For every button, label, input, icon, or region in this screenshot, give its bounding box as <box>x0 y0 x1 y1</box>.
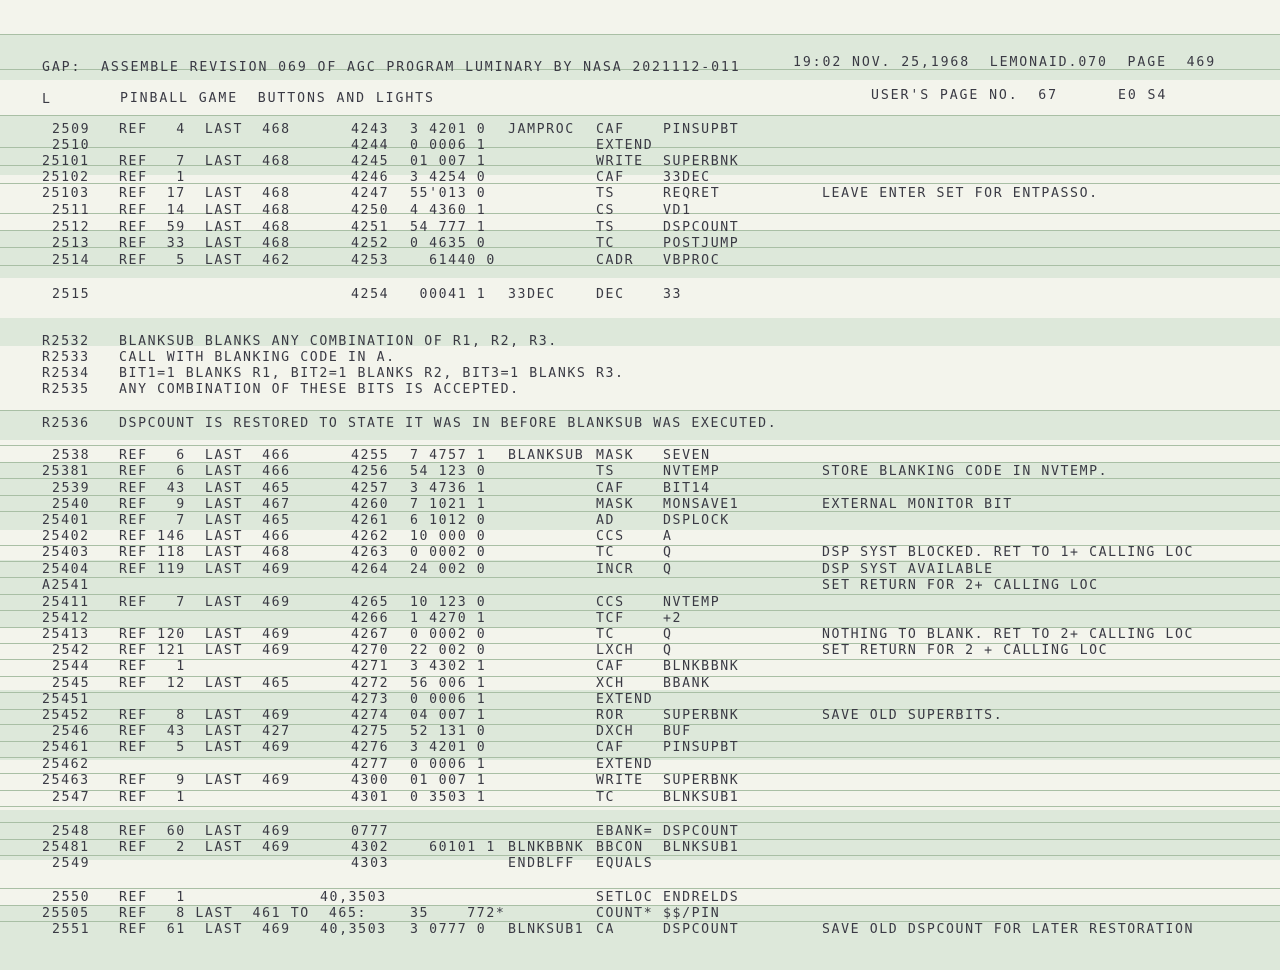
cell-ref: REF 120 LAST 469 <box>119 627 291 642</box>
cell-op: TS <box>596 186 616 201</box>
cell-op: BBCON <box>596 840 644 855</box>
cell-word: 3 4302 1 <box>410 659 487 674</box>
cell-op: TC <box>596 236 616 251</box>
cell-addr: 4272 <box>351 676 390 691</box>
cell-ref: REF 7 LAST 469 <box>119 595 291 610</box>
cell-ref: REF 33 LAST 468 <box>119 236 291 251</box>
cell-operand: Q <box>663 545 673 560</box>
cell-ref: REF 43 LAST 465 <box>119 481 291 496</box>
cell-op: SETLOC <box>596 890 654 905</box>
paper-rule <box>0 806 1280 807</box>
cell-operand: SUPERBNK <box>663 773 740 788</box>
cell-comment: SET RETURN FOR 2+ CALLING LOC <box>822 578 1099 593</box>
cell-op: WRITE <box>596 773 644 788</box>
header-assembly-line: GAP: ASSEMBLE REVISION 069 OF AGC PROGRAM LUMINARY BY NASA 2021112-011 <box>42 60 741 75</box>
cell-addr: 4244 <box>351 138 390 153</box>
cell-operand: DSPCOUNT <box>663 922 740 937</box>
cell-operand: NVTEMP <box>663 595 721 610</box>
cell-remark-text: ANY COMBINATION OF THESE BITS IS ACCEPTED. <box>119 382 520 397</box>
cell-line: 25463 <box>42 773 90 788</box>
users-page-number: USER'S PAGE NO. 67 <box>871 88 1058 103</box>
cell-op: CAF <box>596 659 625 674</box>
cell-addr: 4251 <box>351 220 390 235</box>
cell-ref: REF 12 LAST 465 <box>119 676 291 691</box>
cell-word: 3 4201 0 <box>410 740 487 755</box>
cell-line: 25411 <box>42 595 90 610</box>
cell-ref: REF 118 LAST 468 <box>119 545 291 560</box>
cell-remark-line: R2532 <box>42 334 90 349</box>
cell-word: 0 4635 0 <box>410 236 487 251</box>
cell-op: CAF <box>596 740 625 755</box>
cell-word: 4 4360 1 <box>410 203 487 218</box>
cell-op: TC <box>596 545 616 560</box>
cell-comment: SAVE OLD SUPERBITS. <box>822 708 1004 723</box>
cell-line: 2540 <box>52 497 91 512</box>
cell-ref: REF 9 LAST 467 <box>119 497 291 512</box>
cell-word: 3 4201 0 <box>410 122 487 137</box>
cell-operand: VBPROC <box>663 253 721 268</box>
cell-op: EXTEND <box>596 692 654 707</box>
cell-addr: 4301 <box>351 790 390 805</box>
paper-band <box>0 0 1280 35</box>
cell-op: MASK <box>596 497 635 512</box>
cell-line: 25462 <box>42 757 90 772</box>
cell-line: 2549 <box>52 856 91 871</box>
cell-operand: +2 <box>663 611 683 626</box>
cell-addr: 4257 <box>351 481 390 496</box>
cell-remark-text: CALL WITH BLANKING CODE IN A. <box>119 350 396 365</box>
paper-rule <box>0 822 1280 823</box>
cell-ref: REF 6 LAST 466 <box>119 448 291 463</box>
cell-word: 3 4736 1 <box>410 481 487 496</box>
header-l-marker: L <box>42 92 52 107</box>
cell-word: 1 4270 1 <box>410 611 487 626</box>
cell-op: TC <box>596 790 616 805</box>
cell-addr: 4274 <box>351 708 390 723</box>
cell-addr: 4264 <box>351 562 390 577</box>
cell-label: ENDBLFF <box>508 856 575 871</box>
paper-rule <box>0 183 1280 184</box>
cell-operand: SUPERBNK <box>663 708 740 723</box>
cell-ref: REF 7 LAST 468 <box>119 154 291 169</box>
cell-line: 25101 <box>42 154 90 169</box>
cell-line: 25461 <box>42 740 90 755</box>
cell-line: 2515 <box>52 287 91 302</box>
cell-word: 00041 1 <box>410 287 487 302</box>
cell-op: EXTEND <box>596 757 654 772</box>
paper-rule <box>0 888 1280 889</box>
cell-addr: 4265 <box>351 595 390 610</box>
cell-addr: 4261 <box>351 513 390 528</box>
cell-addr: 4260 <box>351 497 390 512</box>
cell-operand: MONSAVE1 <box>663 497 740 512</box>
cell-op: TS <box>596 220 616 235</box>
cell-addr: 4277 <box>351 757 390 772</box>
cell-op: CCS <box>596 595 625 610</box>
cell-op: EBANK= <box>596 824 654 839</box>
cell-line: 25401 <box>42 513 90 528</box>
cell-operand: DSPCOUNT <box>663 824 740 839</box>
cell-line: 25402 <box>42 529 90 544</box>
cell-addr: 4262 <box>351 529 390 544</box>
paper-rule <box>0 659 1280 660</box>
cell-op: CADR <box>596 253 635 268</box>
cell-ref: REF 121 LAST 469 <box>119 643 291 658</box>
cell-ref: REF 43 LAST 427 <box>119 724 291 739</box>
cell-word: 01 007 1 <box>410 154 487 169</box>
cell-line: 2542 <box>52 643 91 658</box>
cell-remark-line: R2535 <box>42 382 90 397</box>
cell-ref: REF 59 LAST 468 <box>119 220 291 235</box>
cell-operand: 33DEC <box>663 170 711 185</box>
cell-word: 0 0002 0 <box>410 627 487 642</box>
cell-op: TS <box>596 464 616 479</box>
cell-comment: SET RETURN FOR 2 + CALLING LOC <box>822 643 1109 658</box>
cell-operand: Q <box>663 562 673 577</box>
cell-label: JAMPROC <box>508 122 575 137</box>
cell-ref: REF 61 LAST 469 <box>119 922 291 937</box>
cell-word: 10 000 0 <box>410 529 487 544</box>
cell-word: 7 4757 1 <box>410 448 487 463</box>
cell-addr: 0777 <box>351 824 390 839</box>
cell-addr: 4243 <box>351 122 390 137</box>
cell-word: 0 0006 1 <box>410 138 487 153</box>
cell-ref: REF 1 <box>119 659 186 674</box>
cell-operand: PINSUPBT <box>663 122 740 137</box>
cell-line: 25404 <box>42 562 90 577</box>
cell-remark-text: BLANKSUB BLANKS ANY COMBINATION OF R1, R2, R3. <box>119 334 558 349</box>
cell-word: 10 123 0 <box>410 595 487 610</box>
page-code: E0 S4 <box>1118 88 1168 103</box>
cell-word: 22 002 0 <box>410 643 487 658</box>
cell-ref: REF 1 <box>119 790 186 805</box>
cell-line: 2547 <box>52 790 91 805</box>
cell-addr: 40,3503 <box>320 890 387 905</box>
cell-ref: REF 14 LAST 468 <box>119 203 291 218</box>
cell-ref: REF 119 LAST 469 <box>119 562 291 577</box>
cell-line: 25505 <box>42 906 90 921</box>
cell-word: 0 0006 1 <box>410 757 487 772</box>
cell-addr: 4273 <box>351 692 390 707</box>
cell-addr: 40,3503 <box>320 922 387 937</box>
paper-rule <box>0 410 1280 411</box>
cell-line: 25102 <box>42 170 90 185</box>
cell-operand: DSPLOCK <box>663 513 730 528</box>
cell-line: 25452 <box>42 708 90 723</box>
cell-word: 54 123 0 <box>410 464 487 479</box>
cell-line: 2509 <box>52 122 91 137</box>
cell-op: AD <box>596 513 616 528</box>
cell-addr: 4276 <box>351 740 390 755</box>
cell-comment: EXTERNAL MONITOR BIT <box>822 497 1013 512</box>
cell-word: 54 777 1 <box>410 220 487 235</box>
cell-line: 2546 <box>52 724 91 739</box>
cell-word: 60101 1 <box>410 840 496 855</box>
cell-line: 2510 <box>52 138 91 153</box>
cell-line: 25413 <box>42 627 90 642</box>
cell-op: EQUALS <box>596 856 654 871</box>
cell-ref: REF 2 LAST 469 <box>119 840 291 855</box>
cell-op: DEC <box>596 287 625 302</box>
cell-comment: SAVE OLD DSPCOUNT FOR LATER RESTORATION <box>822 922 1195 937</box>
cell-op: ROR <box>596 708 625 723</box>
cell-word: 3 4254 0 <box>410 170 487 185</box>
paper-rule <box>0 445 1280 446</box>
cell-operand: SEVEN <box>663 448 711 463</box>
cell-op: WRITE <box>596 154 644 169</box>
cell-word: 01 007 1 <box>410 773 487 788</box>
cell-ref: REF 1 <box>119 170 186 185</box>
cell-word: 0 3503 1 <box>410 790 487 805</box>
cell-op: CCS <box>596 529 625 544</box>
cell-addr: 4300 <box>351 773 390 788</box>
cell-addr: 4247 <box>351 186 390 201</box>
cell-line: 25451 <box>42 692 90 707</box>
cell-comment: LEAVE ENTER SET FOR ENTPASSO. <box>822 186 1099 201</box>
cell-line: 25403 <box>42 545 90 560</box>
cell-comment: DSP SYST BLOCKED. RET TO 1+ CALLING LOC <box>822 545 1195 560</box>
cell-line: 25381 <box>42 464 90 479</box>
cell-line: 25412 <box>42 611 90 626</box>
cell-operand: NVTEMP <box>663 464 721 479</box>
cell-operand: BUF <box>663 724 692 739</box>
paper-rule <box>0 790 1280 791</box>
cell-label: BLANKSUB <box>508 448 585 463</box>
cell-comment: NOTHING TO BLANK. RET TO 2+ CALLING LOC <box>822 627 1195 642</box>
cell-word: 35 772* <box>410 906 506 921</box>
cell-addr: 4246 <box>351 170 390 185</box>
cell-addr: 4270 <box>351 643 390 658</box>
cell-ref: REF 6 LAST 466 <box>119 464 291 479</box>
cell-word: 6 1012 0 <box>410 513 487 528</box>
cell-comment: DSP SYST AVAILABLE <box>822 562 994 577</box>
cell-word: 52 131 0 <box>410 724 487 739</box>
cell-word: 56 006 1 <box>410 676 487 691</box>
cell-addr: 4255 <box>351 448 390 463</box>
cell-op: EXTEND <box>596 138 654 153</box>
cell-addr: 4263 <box>351 545 390 560</box>
cell-line: 2513 <box>52 236 91 251</box>
cell-op: XCH <box>596 676 625 691</box>
cell-line: 2511 <box>52 203 91 218</box>
cell-operand: ENDRELDS <box>663 890 740 905</box>
cell-remark-text: DSPCOUNT IS RESTORED TO STATE IT WAS IN BEFORE BLANKSUB WAS EXECUTED. <box>119 416 778 431</box>
cell-op: CA <box>596 922 616 937</box>
cell-op: DXCH <box>596 724 635 739</box>
cell-remark-line: R2533 <box>42 350 90 365</box>
section-title: PINBALL GAME BUTTONS AND LIGHTS <box>120 91 435 106</box>
cell-word: 0 0006 1 <box>410 692 487 707</box>
cell-op: CS <box>596 203 616 218</box>
cell-ref: REF 7 LAST 465 <box>119 513 291 528</box>
cell-operand: Q <box>663 643 673 658</box>
cell-comment: STORE BLANKING CODE IN NVTEMP. <box>822 464 1109 479</box>
cell-line: 2551 <box>52 922 91 937</box>
cell-addr: 4250 <box>351 203 390 218</box>
cell-word: 0 0002 0 <box>410 545 487 560</box>
cell-line: 2550 <box>52 890 91 905</box>
cell-ref: REF 60 LAST 469 <box>119 824 291 839</box>
cell-operand: A <box>663 529 673 544</box>
cell-remark-text: BIT1=1 BLANKS R1, BIT2=1 BLANKS R2, BIT3=1 BLANKS R3. <box>119 366 625 381</box>
cell-line: 2544 <box>52 659 91 674</box>
cell-line: A2541 <box>42 578 90 593</box>
cell-op: TCF <box>596 611 625 626</box>
cell-operand: BBANK <box>663 676 711 691</box>
cell-operand: DSPCOUNT <box>663 220 740 235</box>
cell-operand: POSTJUMP <box>663 236 740 251</box>
cell-operand: 33 <box>663 287 683 302</box>
cell-operand: BLNKSUB1 <box>663 790 740 805</box>
cell-operand: REQRET <box>663 186 721 201</box>
cell-ref: REF 8 LAST 469 <box>119 708 291 723</box>
cell-remark-line: R2536 <box>42 416 90 431</box>
cell-word: 55'013 0 <box>410 186 487 201</box>
cell-word: 61440 0 <box>410 253 496 268</box>
cell-addr: 4253 <box>351 253 390 268</box>
cell-addr: 4252 <box>351 236 390 251</box>
header-date-page: 19:02 NOV. 25,1968 LEMONAID.070 PAGE 469 <box>793 55 1217 70</box>
cell-operand: BIT14 <box>663 481 711 496</box>
cell-line: 2538 <box>52 448 91 463</box>
cell-op: CAF <box>596 481 625 496</box>
cell-operand: SUPERBNK <box>663 154 740 169</box>
cell-op: MASK <box>596 448 635 463</box>
cell-remark-line: R2534 <box>42 366 90 381</box>
cell-word: 7 1021 1 <box>410 497 487 512</box>
cell-op: CAF <box>596 170 625 185</box>
cell-line: 2548 <box>52 824 91 839</box>
cell-op: CAF <box>596 122 625 137</box>
cell-label: BLNKBBNK <box>508 840 585 855</box>
paper-rule <box>0 34 1280 35</box>
cell-op: COUNT* <box>596 906 654 921</box>
cell-word: 3 0777 0 <box>410 922 487 937</box>
cell-word: 24 002 0 <box>410 562 487 577</box>
cell-label: 33DEC <box>508 287 556 302</box>
cell-line: 25481 <box>42 840 90 855</box>
cell-line: 2512 <box>52 220 91 235</box>
cell-op: LXCH <box>596 643 635 658</box>
cell-ref: REF 9 LAST 469 <box>119 773 291 788</box>
cell-addr: 4254 <box>351 287 390 302</box>
cell-line: 2514 <box>52 253 91 268</box>
cell-ref: REF 5 LAST 469 <box>119 740 291 755</box>
cell-ref: REF 1 <box>119 890 186 905</box>
cell-ref: REF 5 LAST 462 <box>119 253 291 268</box>
cell-ref: REF 146 LAST 466 <box>119 529 291 544</box>
cell-label: BLNKSUB1 <box>508 922 585 937</box>
cell-operand: VD1 <box>663 203 692 218</box>
cell-ref: REF 17 LAST 468 <box>119 186 291 201</box>
cell-line: 2545 <box>52 676 91 691</box>
cell-operand: PINSUPBT <box>663 740 740 755</box>
cell-ref: REF 4 LAST 468 <box>119 122 291 137</box>
cell-addr: 4267 <box>351 627 390 642</box>
cell-operand: BLNKSUB1 <box>663 840 740 855</box>
cell-operand: $$/PIN <box>663 906 721 921</box>
cell-word: 04 007 1 <box>410 708 487 723</box>
cell-line: 25103 <box>42 186 90 201</box>
cell-operand: BLNKBBNK <box>663 659 740 674</box>
cell-addr: 4266 <box>351 611 390 626</box>
cell-operand: Q <box>663 627 673 642</box>
cell-op: TC <box>596 627 616 642</box>
cell-addr: 4271 <box>351 659 390 674</box>
cell-line: 2539 <box>52 481 91 496</box>
cell-op: INCR <box>596 562 635 577</box>
cell-addr: 4275 <box>351 724 390 739</box>
paper-rule <box>0 115 1280 116</box>
cell-addr: 4245 <box>351 154 390 169</box>
cell-ref: REF 8 LAST 461 TO 465: <box>119 906 368 921</box>
cell-addr: 4256 <box>351 464 390 479</box>
cell-addr: 4302 <box>351 840 390 855</box>
paper-band <box>0 278 1280 318</box>
cell-addr: 4303 <box>351 856 390 871</box>
